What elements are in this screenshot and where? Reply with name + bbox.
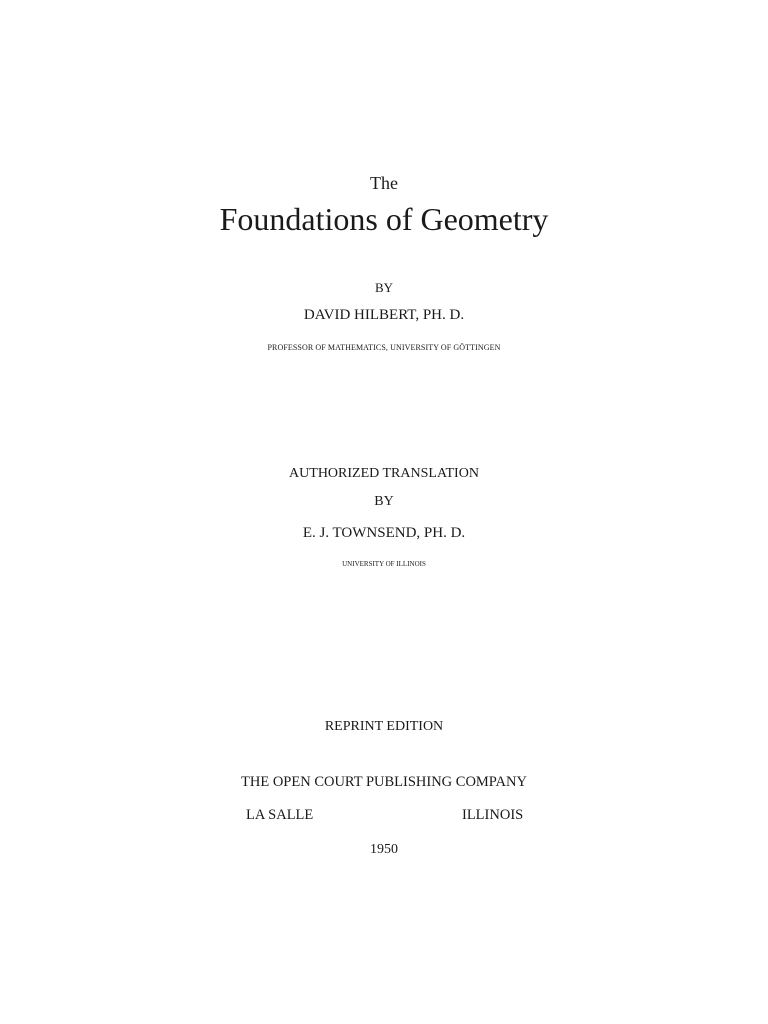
title-article: The <box>370 173 398 193</box>
publisher-state: ILLINOIS <box>462 807 524 823</box>
publisher-city: LA SALLE <box>246 807 314 823</box>
author-name: DAVID HILBERT, PH. D. <box>303 307 465 323</box>
author-affiliation: PROFESSOR OF MATHEMATICS, UNIVERSITY OF GÖTTINGEN <box>267 343 501 352</box>
publication-year: 1950 <box>370 842 398 857</box>
book-title: Foundations of Geometry <box>219 201 549 237</box>
edition-label: REPRINT EDITION <box>324 719 444 734</box>
translation-label: AUTHORIZED TRANSLATION <box>289 466 479 481</box>
translator-name: E. J. TOWNSEND, PH. D. <box>302 525 466 541</box>
publisher-name: THE OPEN COURT PUBLISHING COMPANY <box>241 774 527 790</box>
translator-affiliation: UNIVERSITY OF ILLINOIS <box>342 560 426 568</box>
by-label-author: BY <box>374 280 394 295</box>
by-label-translator: BY <box>374 494 394 509</box>
